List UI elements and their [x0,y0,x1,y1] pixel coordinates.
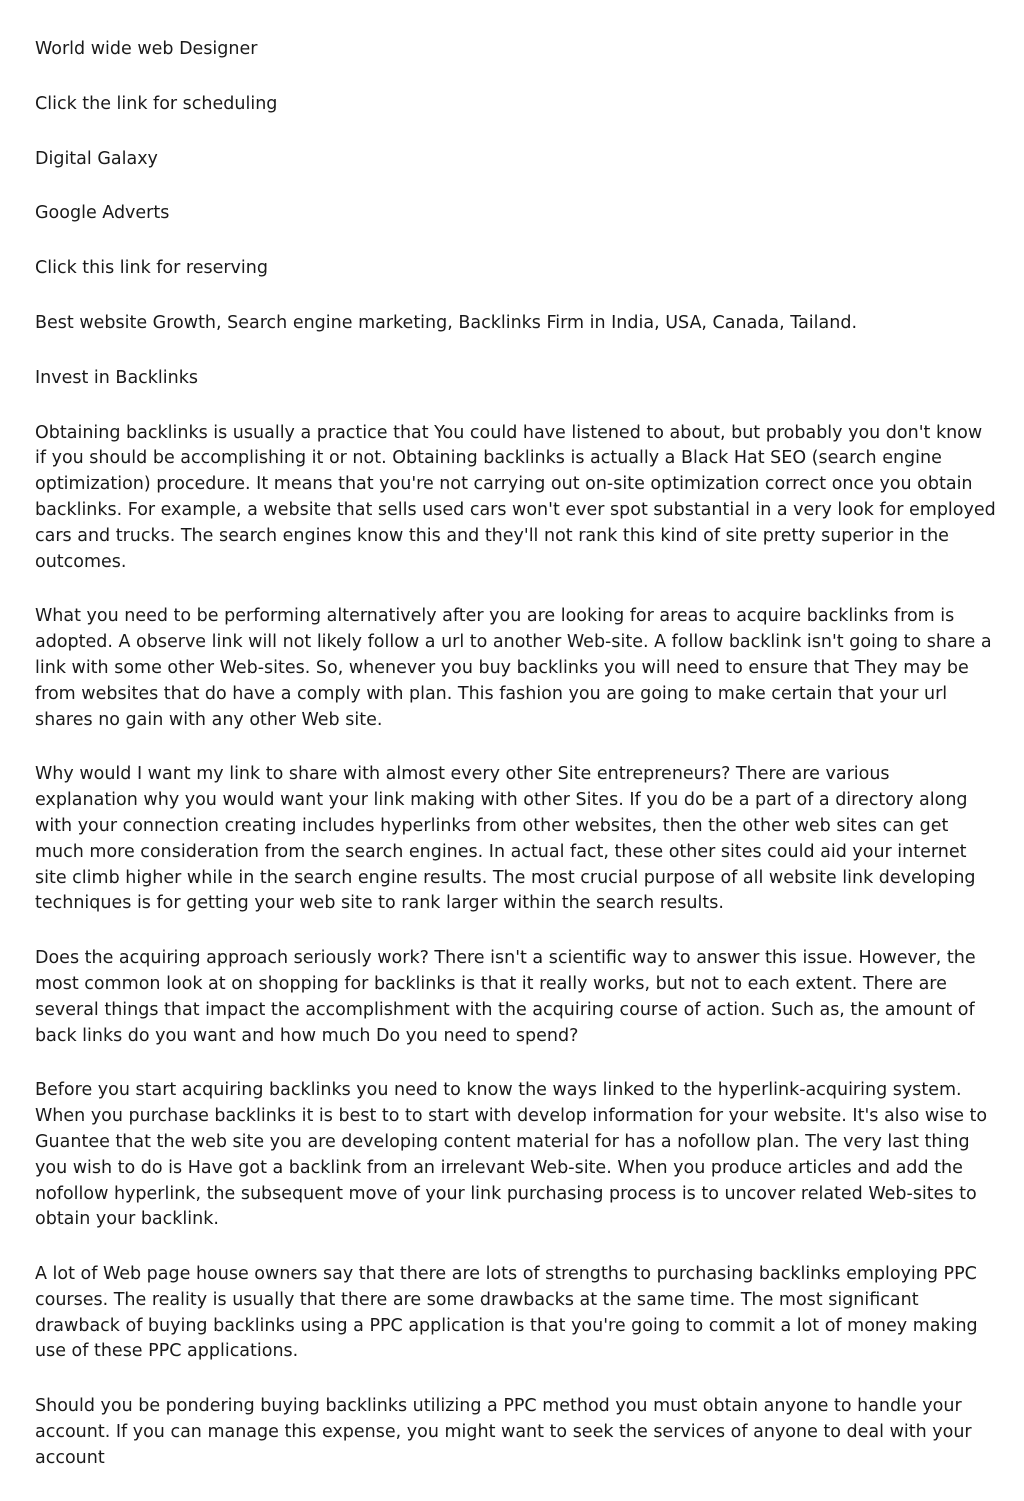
section-heading: Invest in Backlinks [35,367,198,388]
line-web-designer: World wide web Designer [35,39,258,59]
paragraph-ppc-strengths: A lot of Web page house owners say that there are lots of strengths to purchasing backlinks employing PPC courses. The reality is usually that there are some drawbacks at the same time. The most significant drawback of buying backlinks using a PPC application is that you're going to commit a lot of money making use of these PPC applications. [35,1264,978,1362]
line-firm-description: Best website Growth, Search engine marketing, Backlinks Firm in India, USA, Canada, Tailand. [35,312,858,333]
paragraph-why-share: Why would I want my link to share with almost every other Site entrepreneurs? There are various explanation why you would want your link making with other Sites. If you do be a part of a directory along with your connection creating includes hyperlinks from other websites, then the other web sites can get much more consideration from the search engines. In actual fact, these other sites could aid your internet site climb higher while in the search engine results. The most crucial purpose of all website link developing techniques is for getting your web site to rank larger within the search results. [35,764,976,914]
document-body [35,37,997,1501]
paragraph-obtaining-backlinks: Obtaining backlinks is usually a practice that You could have listened to about, but probably you don't know if you should be accomplishing it or not. Obtaining backlinks is actually a Black Hat SEO (search engine optimization) procedure. It means that you're not carrying out on-site optimization correct once you obtain backlinks. For example, a website that sells used cars won't ever spot substantial in a very look for employed cars and trucks. The search engines know this and they'll not rank this kind of site pretty superior in the outcomes. [35,422,996,572]
line-scheduling-link: Click the link for scheduling [35,93,278,114]
paragraph-does-it-work: Does the acquiring approach seriously work? There isn't a scientific way to answer this issue. However, the most common look at on shopping for backlinks is that it really works, but not to each extent. There are several things that impact the accomplishment with the acquiring course of action. Such as, the amount of back links do you want and how much Do you need to spend? [35,948,976,1046]
paragraph-before-you-start: Before you start acquiring backlinks you need to know the ways linked to the hyperlink-acquiring system. When you purchase backlinks it is best to to start with develop information for your website. It's also wise to Guantee that the web site you are developing content material for has a nofollow plan. The very last thing you wish to do is Have got a backlink from an irrelevant Web-site. When you produce articles and add the nofollow hyperlink, the subsequent move of your link purchasing process is to uncover related Web-sites to obtain your backlink. [35,1080,988,1230]
line-digital-galaxy: Digital Galaxy [35,148,158,169]
paragraph-ppc-account: Should you be pondering buying backlinks utilizing a PPC method you must obtain anyone to handle your account. If you can manage this expense, you might want to seek the services of anyone to deal with your account [35,1396,972,1468]
line-reserving-link: Click this link for reserving [35,258,268,279]
paragraph-follow-links: What you need to be performing alternatively after you are looking for areas to acquire backlinks from is adopted. A observe link will not likely follow a url to another Web-site. A follow backlink isn't going to share a link with some other Web-sites. So, whenever you buy backlinks you will need to ensure that They may be from websites that do have a comply with plan. This fashion you are going to make certain that your url shares no gain with any other Web site. [35,606,992,730]
line-google-adverts: Google Adverts [35,203,170,224]
